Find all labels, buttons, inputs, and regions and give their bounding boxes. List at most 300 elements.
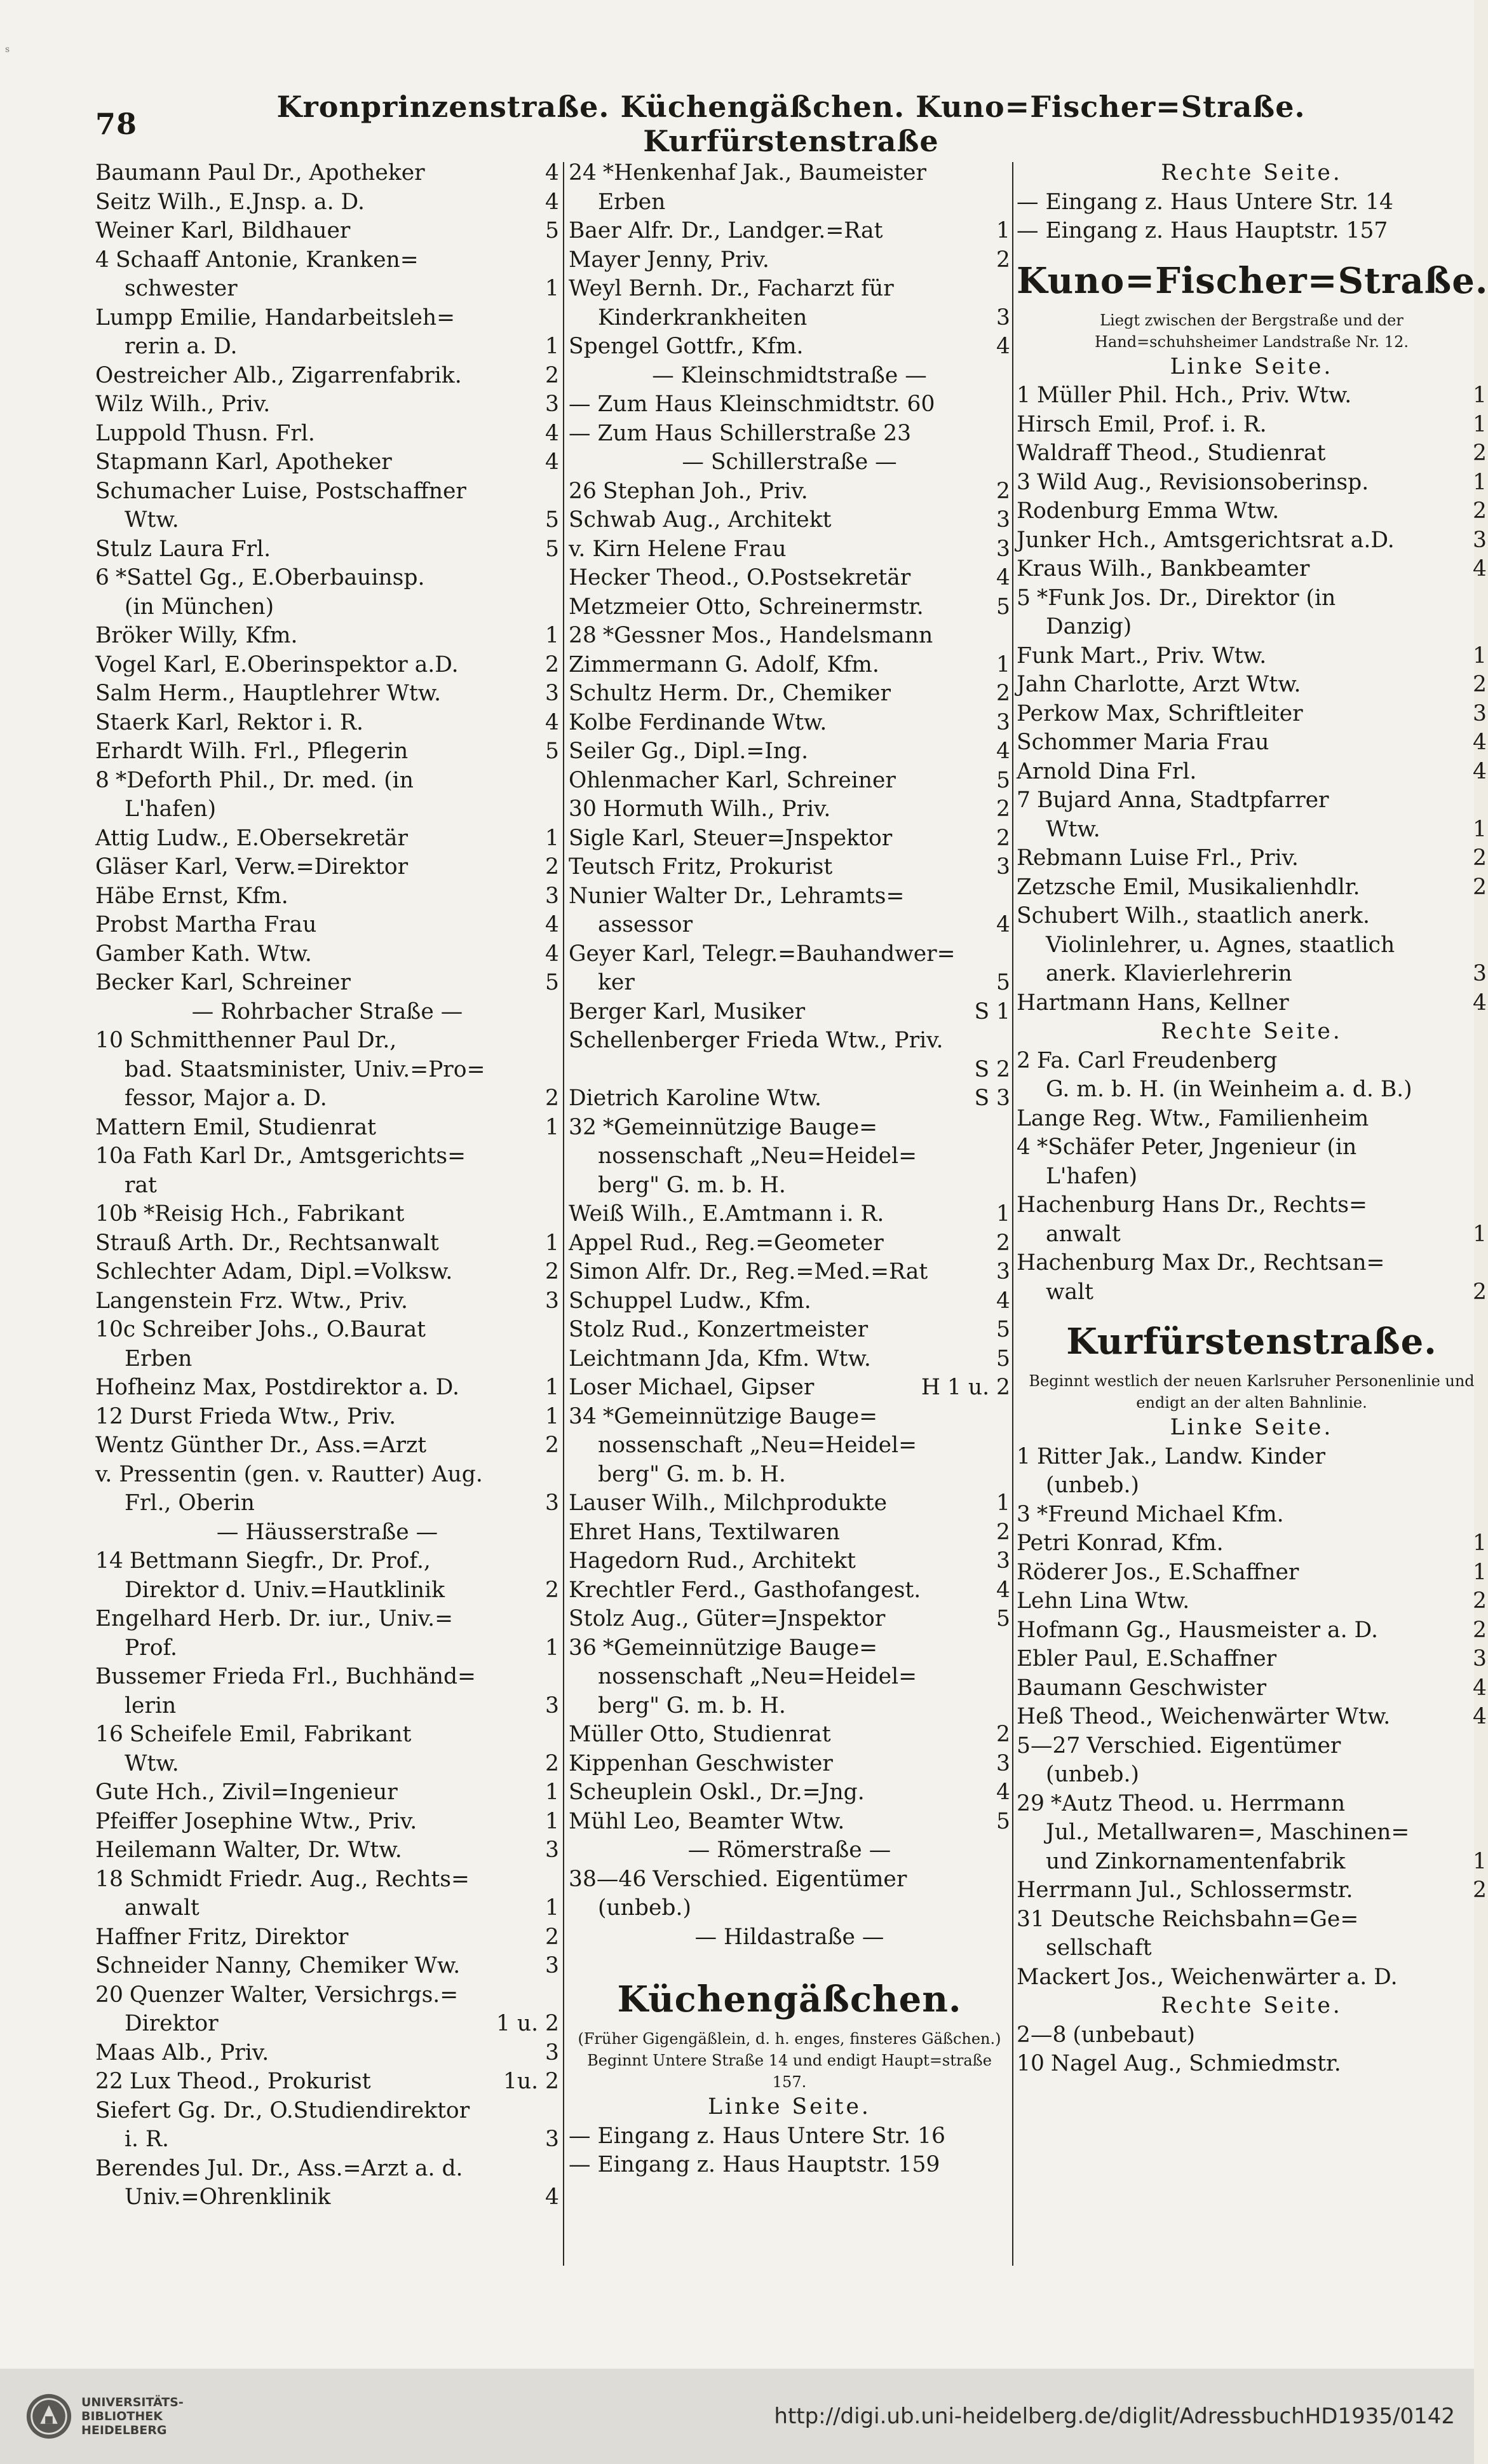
directory-entry — [569, 622, 1010, 651]
directory-entry — [95, 1287, 559, 1316]
column-right — [1017, 159, 1487, 2269]
entry-text: *Deforth Phil., Dr. med. (in — [115, 767, 414, 793]
entry-text: Hirsch Emil, Prof. i. R. — [1017, 411, 1267, 437]
directory-entry — [569, 506, 1010, 535]
entry-text: Petri Konrad, Kfm. — [1017, 1530, 1224, 1556]
floor-number: 3 — [545, 2127, 559, 2152]
directory-entry — [569, 1200, 1010, 1229]
column-divider — [563, 162, 564, 2266]
directory-entry — [95, 651, 559, 680]
entry-text: Bussemer Frieda Frl., Buchhänd= — [95, 1664, 476, 1689]
floor-number: 5 — [545, 739, 559, 764]
entry-continuation — [95, 2010, 559, 2039]
floor-number: 2 — [545, 1750, 559, 1776]
directory-entry — [1017, 873, 1487, 902]
entry-text: *Sattel Gg., E.Oberbauinsp. — [115, 565, 425, 590]
entry-text: assessor — [598, 912, 693, 937]
floor-number: 3 — [996, 536, 1010, 562]
floor-number: 5 — [996, 1317, 1010, 1342]
directory-entry — [569, 1489, 1010, 1518]
entry-continuation — [95, 1084, 559, 1113]
directory-entry — [569, 1373, 1010, 1403]
directory-entry — [95, 477, 559, 507]
entry-text: — Eingang z. Haus Hauptstr. 159 — [569, 2152, 940, 2177]
street-heading: Kurfürstenstraße. — [1066, 1321, 1437, 1363]
entry-text: Hofmann Gg., Hausmeister a. D. — [1017, 1617, 1378, 1643]
floor-number: 2 — [1473, 1279, 1487, 1305]
directory-entry — [569, 419, 1010, 449]
directory-entry — [1017, 497, 1487, 526]
entry-continuation — [95, 1489, 559, 1518]
floor-number: 3 — [1473, 700, 1487, 726]
directory-entry — [569, 1778, 1010, 1807]
entry-text: Hartmann Hans, Kellner — [1017, 990, 1289, 1016]
floor-number: 1 — [1473, 1221, 1487, 1247]
entry-text: Haffner Fritz, Direktor — [95, 1924, 349, 1950]
house-number: 24 — [569, 160, 597, 186]
floor-number: 4 — [996, 1577, 1010, 1603]
floor-number: 1 — [1473, 411, 1487, 437]
floor-number: 1 — [545, 825, 559, 851]
floor-number: 2 — [1473, 1617, 1487, 1643]
entry-text: Kraus Wilh., Bankbeamter — [1017, 556, 1310, 582]
entry-text: Erben — [125, 1345, 193, 1372]
entry-text: Salm Herm., Hauptlehrer Wtw. — [95, 681, 442, 706]
entry-text: *Autz Theod. u. Herrmann — [1050, 1790, 1346, 1816]
entry-text: Simon Alfr. Dr., Reg.=Med.=Rat — [569, 1259, 928, 1284]
entry-text: Krechtler Ferd., Gasthofangest. — [569, 1577, 921, 1603]
directory-entry — [1017, 786, 1487, 815]
entry-text: Baer Alfr. Dr., Landger.=Rat — [569, 218, 883, 243]
directory-entry — [95, 1778, 559, 1807]
floor-number: 1 — [996, 1201, 1010, 1227]
floor-number: 3 — [996, 1750, 1010, 1776]
entry-text: schwester — [125, 276, 238, 301]
floor-number: 1 — [545, 1808, 559, 1834]
house-number: 31 — [1017, 1906, 1045, 1932]
entry-continuation — [1017, 1471, 1487, 1501]
floor-number: 4 — [996, 739, 1010, 764]
entry-text: nossenschaft „Neu=Heidel= — [598, 1143, 917, 1169]
entry-text: Rechte Seite. — [1161, 1993, 1343, 2018]
entry-continuation — [569, 1142, 1010, 1171]
directory-entry — [95, 766, 559, 796]
directory-entry — [95, 1460, 559, 1490]
directory-entry — [95, 1720, 559, 1750]
entry-text: Scheuplein Oskl., Dr.=Jng. — [569, 1780, 865, 1805]
entry-continuation — [95, 2125, 559, 2154]
directory-entry — [1017, 1047, 1487, 1076]
floor-number: 4 — [545, 420, 559, 446]
entry-text: Geyer Karl, Telegr.=Bauhandwer= — [569, 941, 956, 967]
street-description: (Früher Gigengäßlein, d. h. enges, finsteres Gäßchen.) — [578, 2030, 1001, 2048]
entry-text: nossenschaft „Neu=Heidel= — [598, 1433, 917, 1458]
directory-entry — [95, 159, 559, 188]
entry-text: Violinlehrer, u. Agnes, staatlich — [1046, 932, 1395, 958]
directory-entry — [1017, 1133, 1487, 1162]
footer-bar — [0, 2369, 1474, 2464]
directory-entry — [95, 1403, 559, 1432]
house-number: 30 — [569, 796, 597, 822]
directory-entry — [95, 1807, 559, 1837]
side-label — [1017, 353, 1487, 382]
column-middle — [569, 159, 1010, 2269]
entry-text: Lauser Wilh., Milchprodukte — [569, 1490, 888, 1516]
entry-text: Arnold Dina Frl. — [1017, 758, 1197, 784]
entry-text: Zetzsche Emil, Musikalienhdlr. — [1017, 874, 1360, 900]
entry-text: Deutsche Reichsbahn=Ge= — [1050, 1906, 1359, 1932]
house-number: 3 — [1017, 469, 1031, 495]
entry-text: i. R. — [125, 2127, 169, 2152]
directory-entry — [1017, 1963, 1487, 1992]
floor-number: 2 — [545, 1086, 559, 1111]
entry-text: Mackert Jos., Weichenwärter a. D. — [1017, 1964, 1398, 1990]
entry-text: (unbeb.) — [1046, 1473, 1139, 1498]
directory-entry — [95, 1431, 559, 1460]
floor-number: 4 — [545, 160, 559, 186]
floor-number: 2 — [1473, 440, 1487, 466]
directory-entry — [95, 853, 559, 882]
directory-entry — [95, 1865, 559, 1895]
entry-text: G. m. b. H. (in Weinheim a. d. B.) — [1046, 1077, 1412, 1102]
entry-text: und Zinkornamentenfabrik — [1046, 1848, 1346, 1874]
entry-text: Erben — [598, 189, 666, 215]
entry-continuation — [95, 593, 559, 622]
entry-continuation — [95, 1345, 559, 1374]
entry-text: Seiler Gg., Dipl.=Ing. — [569, 739, 809, 764]
entry-text: Scheifele Emil, Fabrikant — [129, 1722, 412, 1747]
entry-text: Weiner Karl, Bildhauer — [95, 218, 351, 243]
entry-continuation — [95, 332, 559, 362]
floor-number: 1 — [545, 334, 559, 359]
house-number: 36 — [569, 1635, 597, 1661]
directory-entry — [1017, 188, 1487, 217]
house-number: 5 — [1017, 585, 1031, 611]
cross-street — [95, 998, 559, 1027]
entry-text: *Gemeinnützige Bauge= — [602, 1635, 878, 1661]
entry-text: Stolz Rud., Konzertmeister — [569, 1317, 869, 1342]
entry-text: Wilz Wilh., Priv. — [95, 391, 271, 417]
directory-entry — [569, 1229, 1010, 1258]
entry-continuation — [569, 911, 1010, 940]
entry-text: Weiß Wilh., E.Amtmann i. R. — [569, 1201, 884, 1227]
source-url-link[interactable]: http://digi.ub.uni-heidelberg.de/diglit/AdressbuchHD1935/0142 — [774, 2404, 1455, 2429]
entry-continuation — [1017, 1818, 1487, 1848]
entry-text: Seitz Wilh., E.Jnsp. a. D. — [95, 189, 365, 215]
entry-text: Wtw. — [125, 1750, 179, 1776]
floor-number: 1 — [545, 1780, 559, 1805]
entry-text: Waldraff Theod., Studienrat — [1017, 440, 1326, 466]
floor-number: 3 — [545, 1837, 559, 1863]
floor-number: 5 — [996, 1345, 1010, 1372]
floor-number: 3 — [996, 854, 1010, 880]
library-logo[interactable] — [24, 2388, 189, 2445]
floor-number: 5 — [545, 507, 559, 533]
entry-text: Linke Seite. — [1170, 353, 1334, 379]
entry-text: Ehret Hans, Textilwaren — [569, 1519, 841, 1545]
entry-continuation — [569, 1460, 1010, 1490]
floor-number: 4 — [545, 2184, 559, 2210]
entry-text: Danzig) — [1046, 614, 1132, 639]
house-number: 29 — [1017, 1790, 1045, 1816]
house-number: 2—8 — [1017, 2022, 1067, 2048]
entry-text: Lange Reg. Wtw., Familienheim — [1017, 1105, 1369, 1131]
entry-text: ker — [598, 970, 635, 995]
floor-number: 3 — [1473, 961, 1487, 986]
directory-entry — [569, 998, 1010, 1027]
directory-entry — [569, 1345, 1010, 1374]
directory-entry — [1017, 217, 1487, 246]
side-label — [569, 2093, 1010, 2122]
entry-text: *Gessner Mos., Handelsmann — [602, 623, 933, 648]
directory-entry — [95, 1605, 559, 1634]
directory-entry — [1017, 1529, 1487, 1558]
directory-entry — [569, 1750, 1010, 1779]
floor-number: 2 — [545, 1924, 559, 1950]
entry-text: Mühl Leo, Beamter Wtw. — [569, 1808, 845, 1834]
floor-number: 2 — [1473, 1877, 1487, 1903]
floor-number: 4 — [996, 1288, 1010, 1314]
logo-text — [81, 2395, 184, 2437]
entry-text: Stulz Laura Frl. — [95, 536, 271, 562]
directory-entry — [569, 1316, 1010, 1345]
entry-continuation — [1017, 1075, 1487, 1105]
entry-continuation — [95, 795, 559, 824]
cross-street — [569, 362, 1010, 391]
entry-text: *Schäfer Peter, Jngenieur (in — [1036, 1134, 1357, 1160]
directory-entry — [95, 419, 559, 449]
floor-number: 3 — [996, 1548, 1010, 1574]
page-header — [95, 90, 1461, 158]
street-heading: Küchengäßchen. — [617, 1978, 962, 2020]
directory-entry — [95, 737, 559, 766]
entry-text: — Kleinschmidtstraße — — [652, 362, 927, 388]
entry-text: Nunier Walter Dr., Lehramts= — [569, 883, 905, 909]
directory-entry — [95, 1836, 559, 1865]
directory-entry — [569, 332, 1010, 362]
floor-number: 2 — [545, 1259, 559, 1284]
entry-text: Frl., Oberin — [125, 1490, 255, 1516]
directory-entry — [1017, 381, 1487, 411]
entry-continuation — [95, 1056, 559, 1085]
directory-entry — [569, 824, 1010, 854]
directory-entry — [95, 1229, 559, 1258]
entry-text: — Eingang z. Haus Untere Str. 16 — [569, 2123, 945, 2149]
entry-text: Loser Michael, Gipser — [569, 1375, 815, 1400]
directory-entry — [95, 911, 559, 940]
directory-entry — [95, 188, 559, 217]
entry-text: Schwab Aug., Architekt — [569, 507, 832, 533]
floor-number: 2 — [1473, 845, 1487, 871]
floor-number: 3 — [545, 1490, 559, 1516]
entry-text: walt — [1046, 1279, 1093, 1305]
floor-number: 3 — [1473, 1646, 1487, 1671]
directory-entry — [569, 709, 1010, 738]
entry-continuation — [1017, 1162, 1487, 1192]
directory-entry — [569, 1258, 1010, 1287]
directory-entry — [569, 1720, 1010, 1750]
directory-entry — [569, 275, 1010, 304]
entry-text: Attig Ludw., E.Obersekretär — [95, 825, 408, 851]
entry-text: Perkow Max, Schriftleiter — [1017, 700, 1303, 726]
entry-text: Wtw. — [1046, 816, 1100, 842]
directory-entry — [569, 1287, 1010, 1316]
entry-text: Teutsch Fritz, Prokurist — [569, 854, 833, 880]
entry-text: Pfeiffer Josephine Wtw., Priv. — [95, 1808, 417, 1834]
entry-text: Baumann Paul Dr., Apotheker — [95, 160, 425, 186]
entry-text: Staerk Karl, Rektor i. R. — [95, 709, 363, 735]
entry-continuation — [95, 275, 559, 304]
entry-text: Ritter Jak., Landw. Kinder — [1036, 1443, 1325, 1469]
entry-text: Müller Phil. Hch., Priv. Wtw. — [1036, 383, 1352, 408]
directory-entry — [95, 940, 559, 969]
floor-number: 4 — [996, 565, 1010, 590]
directory-entry — [95, 1142, 559, 1171]
directory-entry — [1017, 411, 1487, 440]
house-number: 8 — [95, 767, 109, 793]
entry-continuation — [1017, 1220, 1487, 1249]
floor-number: 1 — [996, 651, 1010, 677]
floor-number: 4 — [996, 912, 1010, 937]
floor-number: 2 — [996, 1519, 1010, 1545]
directory-entry — [1017, 1876, 1487, 1905]
entry-text: Schuppel Ludw., Kfm. — [569, 1288, 811, 1314]
entry-text: Wentz Günther Dr., Ass.=Arzt — [95, 1433, 427, 1458]
entry-text: Stolz Aug., Güter=Jnspektor — [569, 1606, 886, 1631]
floor-number: 2 — [545, 854, 559, 880]
entry-continuation — [1017, 613, 1487, 642]
floor-number: 3 — [545, 681, 559, 706]
entry-text: Gamber Kath. Wtw. — [95, 941, 312, 967]
house-number: 6 — [95, 565, 109, 590]
directory-entry — [95, 448, 559, 477]
floor-number: 1 — [545, 623, 559, 648]
cross-street — [95, 1518, 559, 1548]
entry-continuation — [1017, 1848, 1487, 1877]
street-description: Liegt zwischen der Bergstraße und der Hand=schuhsheimer Landstraße Nr. 12. — [1095, 311, 1409, 351]
house-number: 14 — [95, 1548, 123, 1574]
logo-line: UNIVERSITÄTS- — [81, 2395, 184, 2409]
entry-text: Bujard Anna, Stadtpfarrer — [1036, 787, 1329, 813]
directory-entry — [95, 2067, 559, 2097]
floor-number: 3 — [996, 304, 1010, 330]
entry-continuation — [95, 2183, 559, 2212]
floor-number: 2 — [996, 681, 1010, 706]
entry-text: sellschaft — [1046, 1935, 1152, 1961]
directory-entry — [1017, 1501, 1487, 1530]
directory-entry — [569, 1634, 1010, 1663]
entry-text: Baumann Geschwister — [1017, 1675, 1267, 1701]
house-number: 16 — [95, 1722, 123, 1747]
floor-number: 5 — [996, 767, 1010, 793]
floor-number: 1 — [545, 1635, 559, 1661]
directory-entry — [95, 1026, 559, 1056]
directory-entry — [1017, 439, 1487, 468]
directory-entry — [569, 1547, 1010, 1576]
directory-entry — [1017, 844, 1487, 873]
entry-text: Bettmann Siegfr., Dr. Prof., — [129, 1548, 431, 1574]
directory-entry — [1017, 2021, 1487, 2050]
entry-text: Lehn Lina Wtw. — [1017, 1588, 1190, 1614]
directory-entry — [1017, 1790, 1487, 1819]
house-number: 32 — [569, 1114, 597, 1140]
directory-entry — [1017, 1587, 1487, 1616]
directory-entry — [569, 159, 1010, 188]
entry-text: Direktor d. Univ.=Hautklinik — [125, 1577, 445, 1603]
floor-number: 1 — [1473, 816, 1487, 842]
floor-number: 4 — [1473, 1675, 1487, 1701]
directory-entry — [1017, 1558, 1487, 1588]
floor-number: 2 — [545, 1433, 559, 1458]
floor-number: 1 — [545, 1114, 559, 1140]
floor-number: 4 — [1473, 556, 1487, 582]
floor-number: 5 — [545, 970, 559, 995]
entry-text: lerin — [125, 1692, 177, 1719]
cross-street — [569, 1923, 1010, 1952]
directory-entry — [1017, 1703, 1487, 1732]
entry-text: Funk Mart., Priv. Wtw. — [1017, 643, 1267, 669]
directory-entry — [1017, 1443, 1487, 1472]
directory-entry — [569, 564, 1010, 593]
entry-text: Rechte Seite. — [1161, 160, 1343, 186]
directory-entry — [569, 1605, 1010, 1634]
entry-text: Maas Alb., Priv. — [95, 2039, 269, 2066]
floor-number: 3 — [545, 883, 559, 909]
entry-text: Weyl Bernh. Dr., Facharzt für — [569, 276, 894, 301]
floor-number: 5 — [545, 218, 559, 243]
entry-continuation — [569, 1894, 1010, 1923]
entry-text: Hormuth Wilh., Priv. — [602, 796, 831, 822]
entry-text: Hecker Theod., O.Postsekretär — [569, 565, 911, 590]
entry-text: Engelhard Herb. Dr. iur., Univ.= — [95, 1606, 454, 1631]
entry-text: Gute Hch., Zivil=Ingenieur — [95, 1780, 398, 1805]
entry-text: Schultz Herm. Dr., Chemiker — [569, 681, 891, 706]
directory-entry — [1017, 1732, 1487, 1761]
entry-text: Kippenhan Geschwister — [569, 1750, 833, 1776]
entry-text: — Zum Haus Schillerstraße 23 — [569, 420, 912, 446]
directory-entry — [95, 882, 559, 911]
entry-text: Müller Otto, Studienrat — [569, 1722, 831, 1747]
directory-entry — [95, 824, 559, 854]
floor-number: 2 — [1473, 672, 1487, 697]
floor-number: 4 — [996, 1780, 1010, 1805]
directory-entry — [569, 477, 1010, 507]
entry-text: *Gemeinnützige Bauge= — [602, 1114, 878, 1140]
entry-text: — Eingang z. Haus Hauptstr. 157 — [1017, 218, 1388, 243]
floor-number: 3 — [996, 709, 1010, 735]
directory-entry — [95, 679, 559, 709]
entry-continuation — [1017, 1760, 1487, 1790]
side-label — [1017, 159, 1487, 188]
entry-continuation — [1017, 815, 1487, 845]
entry-continuation — [569, 188, 1010, 217]
entry-text: Berger Karl, Musiker — [569, 998, 806, 1024]
entry-continuation — [1017, 1934, 1487, 1963]
entry-text: Kinderkrankheiten — [598, 304, 808, 330]
entry-text: Probst Martha Frau — [95, 912, 317, 937]
entry-text: Rebmann Luise Frl., Priv. — [1017, 845, 1299, 871]
spacer — [569, 1952, 1010, 1964]
directory-entry — [1017, 584, 1487, 613]
entry-text: Berendes Jul. Dr., Ass.=Arzt a. d. — [95, 2155, 463, 2181]
directory-entry — [569, 1807, 1010, 1837]
entry-text: Metzmeier Otto, Schreinermstr. — [569, 594, 924, 620]
floor-number: 4 — [545, 189, 559, 215]
floor-number: 1u. 2 — [503, 2069, 559, 2094]
directory-entry — [1017, 1645, 1487, 1674]
entry-text: Schneider Nanny, Chemiker Ww. — [95, 1953, 461, 1978]
floor-number: 3 — [545, 1692, 559, 1719]
